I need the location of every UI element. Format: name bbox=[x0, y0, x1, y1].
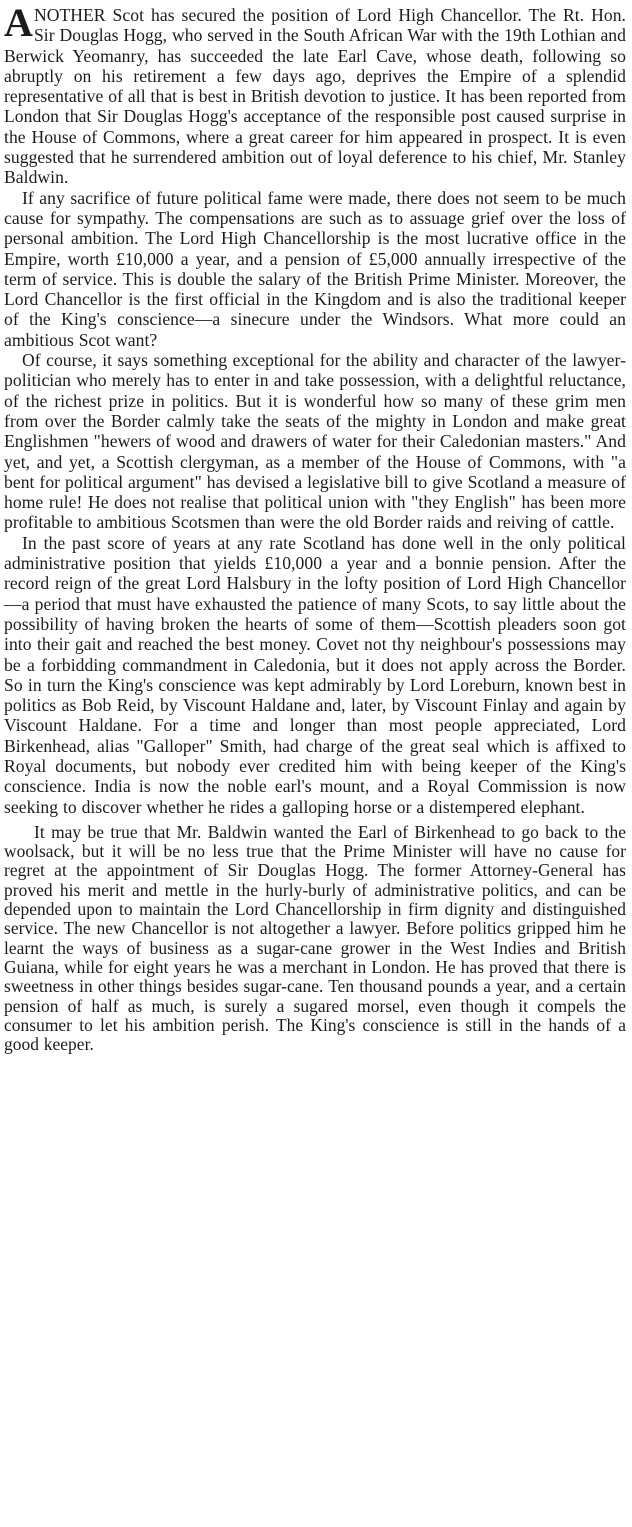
paragraph-3: Of course, it says something exceptional for the ability and character of the lawyer-politician who merely has to enter in and take possession, with a delightful reluctance, of the richest prize in politics. But it is wonderful how so many of these grim men from over the Border calmly take the seats of the mighty in London and make great Englishmen "hewers of wood and drawers of water for their Caledonian masters." And yet, and yet, a Scottish clergyman, as a member of the House of Commons, with "a bent for political argument" has devised a legislative bill to give Scotland a measure of home rule! He does not realise that political union with "they English" has been more profitable to ambitious Scotsmen than were the old Border raids and reiving of cattle. bbox=[4, 350, 626, 533]
paragraph-2: If any sacrifice of future political fame were made, there does not seem to be much cause for sympathy. The compensations are such as to assuage grief over the loss of personal ambition. The Lord High Chancellorship is the most lucrative office in the Empire, worth £10,000 a year, and a pension of £5,000 annually irrespective of the term of service. This is double the salary of the British Prime Minister. Moreover, the Lord Chancellor is the first official in the Kingdom and is also the traditional keeper of the King's conscience—a sinecure under the Windsors. What more could an ambitious Scot want? bbox=[4, 187, 626, 350]
paragraph-1-text: Scot has secured the position of Lord High Chancellor. The Rt. Hon. Sir Douglas Hogg, who served in the South African War with the 19th Lothian and Berwick Yeomanry, has succeeded the late Earl Cave, whose death, following so abruptly on his retirement a few days ago, deprives the Empire of a splendid representative of all that is best in British devotion to justice. It has been reported from London that Sir Douglas Hogg's acceptance of the responsible post caused surprise in the House of Commons, where a great career for him appeared in prospect. It is even suggested that he surrendered ambition out of loyal deference to his chief, Mr. Stanley Baldwin. bbox=[4, 5, 626, 188]
drop-cap-letter: A bbox=[4, 0, 33, 45]
paragraph-5: It may be true that Mr. Baldwin wanted the Earl of Birkenhead to go back to the woolsack, but it will be no less true that the Prime Minister will have no cause for regret at the appointment of Sir Douglas Hogg. The former Attorney-General has proved his merit and mettle in the hurly-burly of administrative politics, and can be depended upon to maintain the Lord Chancellorship in firm dignity and distinguished service. The new Chancellor is not altogether a lawyer. Before politics gripped him he learnt the ways of business as a sugar-cane grower in the West Indies and British Guiana, while for eight years he was a merchant in London. He has proved that there is sweetness in other things besides sugar-cane. Ten thousand pounds a year, and a certain pension of half as much, is surely a sugared morsel, even though it compels the consumer to let his ambition perish. The King's conscience is still in the hands of a good keeper. bbox=[4, 821, 626, 1055]
paragraph-4: In the past score of years at any rate Scotland has done well in the only political administrative position that yields £10,000 a year and a bonnie pension. After the record reign of the great Lord Halsbury in the lofty position of Lord High Chancellor—a period that must have exhausted the patience of many Scots, to say little about the possibility of having broken the hearts of some of them—Scottish pleaders soon got into their gait and reached the best money. Covet not thy neighbour's possessions may be a forbidding commandment in Caledonia, but it does not apply across the Border. So in turn the King's conscience was kept admirably by Lord Loreburn, known best in politics as Bob Reid, by Viscount Haldane and, later, by Viscount Finlay and again by Viscount Haldane. For a time and longer than most people appreciated, Lord Birkenhead, alias "Galloper" Smith, had charge of the great seal which is affixed to Royal documents, but nobody ever credited him with being keeper of the King's conscience. India is now the noble earl's mount, and a Royal Commission is now seeking to discover whether he rides a galloping horse or a distempered elephant. bbox=[4, 532, 626, 817]
paragraph-1 bbox=[4, 0, 626, 188]
article-column bbox=[4, 0, 626, 1054]
lead-word: NOTHER bbox=[33, 5, 106, 25]
